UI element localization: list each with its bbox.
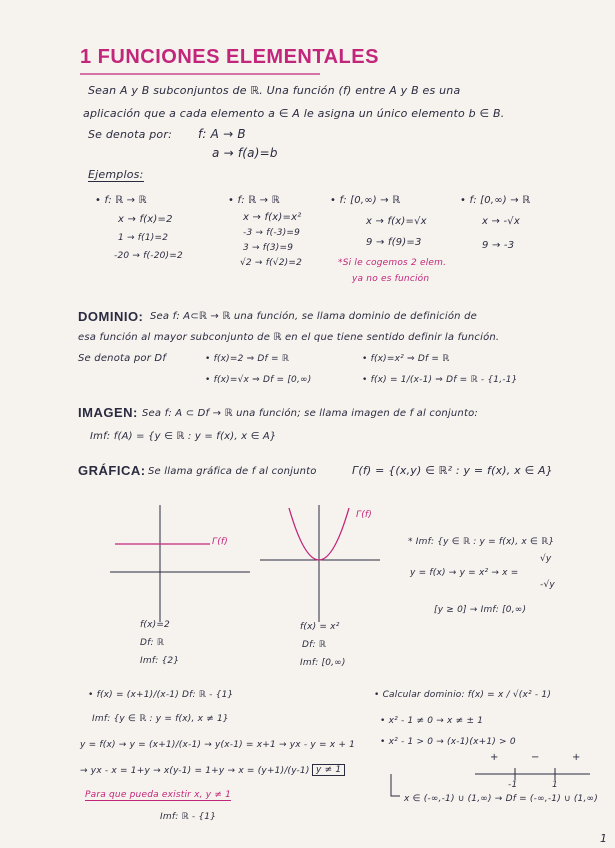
example-3-line: 9 → f(9)=3 — [366, 237, 422, 248]
graph-2-caption: Imf: [0,∞) — [300, 658, 346, 668]
side-note-line-2: y = f(x) → y = x² → x = — [410, 568, 519, 578]
example-2-line: √2 → f(√2)=2 — [240, 258, 303, 268]
example-4-line: 9 → -3 — [482, 240, 515, 251]
grafica-label: GRÁFICA: — [78, 463, 146, 478]
graph-2-caption: f(x) = x² — [300, 622, 340, 632]
dominio-example: • f(x)=2 ⇒ Df = ℝ — [205, 354, 290, 364]
graph-1-caption: f(x)=2 — [140, 620, 170, 630]
example-4-line: • f: [0,∞) → ℝ — [460, 195, 531, 206]
imagen-label: IMAGEN: — [78, 405, 138, 420]
intro-def-2: a → f(a)=b — [212, 146, 278, 160]
intro-def-1: f: A → B — [198, 127, 246, 141]
side-note-root-pos: √y — [540, 554, 552, 564]
examples-heading: Ejemplos: — [88, 168, 144, 181]
sign-plus-left: + — [490, 752, 499, 763]
example-domain-result: x ∈ (-∞,-1) ∪ (1,∞) → Df = (-∞,-1) ∪ (1,∞) — [404, 794, 598, 804]
page-number: 1 — [600, 832, 608, 845]
graph-constant — [100, 500, 260, 625]
result-arrow — [388, 772, 402, 802]
intro-line-1: Sean A y B subconjuntos de ℝ. Una función (f) entre A y B es una — [88, 84, 461, 97]
example-1-line: -20 → f(-20)=2 — [114, 251, 183, 261]
side-note-line-3: [y ≥ 0] → Imf: [0,∞) — [434, 605, 527, 615]
example-1-line: • f: ℝ → ℝ — [95, 195, 147, 206]
grafica-line-1: Se llama gráfica de f al conjunto — [148, 466, 317, 477]
example-domain-line: • x² - 1 > 0 → (x-1)(x+1) > 0 — [380, 737, 516, 747]
example-2-line: -3 → f(-3)=9 — [243, 228, 301, 238]
example-3-note: *Si le cogemos 2 elem. — [338, 258, 447, 268]
example-rational-line: Imf: {y ∈ ℝ : y = f(x), x ≠ 1} — [92, 714, 229, 724]
side-note-root-neg: -√y — [540, 580, 555, 590]
title-underline — [80, 72, 325, 76]
example-2-line: x → f(x)=x² — [243, 212, 302, 223]
example-rational-line: → yx - x = 1+y → x(y-1) = 1+y → x = (y+1)/(y-1) — [80, 766, 310, 776]
graph-1-curve-label: Γ(f) — [212, 537, 229, 547]
example-rational-line: • f(x) = (x+1)/(x-1) Df: ℝ - {1} — [88, 690, 234, 700]
graph-2-caption: Df: ℝ — [302, 640, 327, 650]
example-2-line: 3 → f(3)=9 — [243, 243, 294, 253]
sign-plus-right: + — [572, 752, 581, 763]
imagen-line-2: Imf: f(A) = {y ∈ ℝ : y = f(x), x ∈ A} — [90, 431, 277, 442]
intro-line-2: aplicación que a cada elemento a ∈ A le asigna un único elemento b ∈ B. — [83, 107, 505, 120]
example-3-line: • f: [0,∞) → ℝ — [330, 195, 401, 206]
dominio-line-2: esa función al mayor subconjunto de ℝ en el que tiene sentido definir la función. — [78, 332, 500, 343]
intro-line-3: Se denota por: — [88, 128, 172, 141]
dominio-example: • f(x)=√x ⇒ Df = [0,∞) — [205, 375, 312, 385]
graph-2-curve-label: Γ(f) — [356, 510, 373, 520]
example-4-line: x → -√x — [482, 216, 520, 227]
example-rational-line: y = f(x) → y = (x+1)/(x-1) → y(x-1) = x+1 → yx - y = x + 1 — [80, 740, 356, 750]
example-1-line: x → f(x)=2 — [118, 214, 173, 225]
example-domain-line: • x² - 1 ≠ 0 → x ≠ ± 1 — [380, 716, 484, 726]
example-rational-boxed: y ≠ 1 — [312, 764, 345, 776]
grafica-line-2: Γ(f) = {(x,y) ∈ ℝ² : y = f(x), x ∈ A} — [352, 464, 553, 477]
example-domain-line: • Calcular dominio: f(x) = x / √(x² - 1) — [374, 690, 552, 700]
graph-1-caption: Df: ℝ — [140, 638, 165, 648]
example-1-line: 1 → f(1)=2 — [118, 233, 169, 243]
imagen-line-1: Sea f: A ⊂ Df → ℝ una función; se llama imagen de f al conjunto: — [142, 408, 478, 419]
dominio-example: • f(x)=x² ⇒ Df = ℝ — [362, 354, 450, 364]
example-rational-line: Imf: ℝ - {1} — [160, 812, 217, 822]
dominio-label: DOMINIO: — [78, 309, 144, 324]
example-rational-note: Para que pueda existir x, y ≠ 1 — [85, 790, 232, 800]
side-note-line-1: * Imf: {y ∈ ℝ : y = f(x), x ∈ ℝ} — [408, 537, 555, 547]
sign-tick-label: -1 — [508, 780, 518, 790]
dominio-example: • f(x) = 1/(x-1) ⇒ Df = ℝ - {1,-1} — [362, 375, 518, 385]
example-3-line: x → f(x)=√x — [366, 216, 427, 227]
dominio-line-3: Se denota por Df — [78, 353, 167, 364]
page-title: 1 FUNCIONES ELEMENTALES — [80, 46, 379, 68]
graph-1-caption: Imf: {2} — [140, 656, 180, 666]
example-2-line: • f: ℝ → ℝ — [228, 195, 280, 206]
sign-tick-label: 1 — [552, 780, 558, 790]
dominio-line-1: Sea f: A⊂ℝ → ℝ una función, se llama dominio de definición de — [150, 311, 477, 322]
sign-minus: − — [531, 752, 540, 763]
example-3-note: ya no es función — [352, 274, 430, 284]
